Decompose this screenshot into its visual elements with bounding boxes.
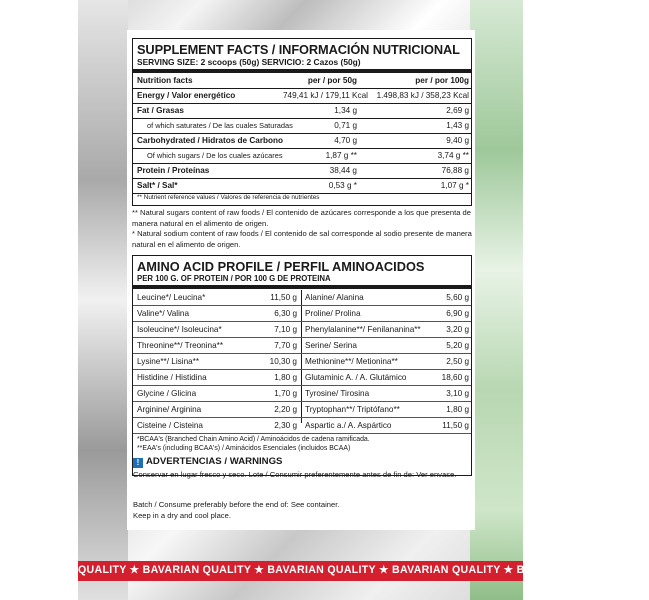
info-icon: !	[133, 458, 143, 468]
table-header-row	[133, 74, 471, 89]
warning-storage-en: Keep in a dry and cool place.	[133, 511, 231, 520]
table-row	[133, 89, 471, 104]
left-amino-value: 7,70 g	[274, 341, 297, 350]
left-amino-value: 2,20 g	[274, 405, 297, 414]
thick-divider	[133, 69, 471, 73]
row-per50: 0,53 g *	[328, 181, 357, 190]
header-per50: per / por 50g	[307, 76, 357, 85]
right-amino-name: Proline/ Prolina	[305, 309, 361, 318]
table-row	[133, 402, 471, 418]
right-amino-value: 1,80 g	[446, 405, 469, 414]
table-row	[133, 119, 471, 134]
row-label: Fat / Grasas	[137, 106, 184, 115]
row-per50: 0,71 g	[334, 121, 357, 130]
left-amino-value: 1,80 g	[274, 373, 297, 382]
right-amino-name: Tryptophan**/ Triptófano**	[305, 405, 400, 414]
table-row	[133, 164, 471, 179]
left-amino-name: Glycine / Glicina	[137, 389, 197, 398]
bavarian-quality-banner	[78, 561, 649, 581]
sugar-note: ** Natural sugars content of raw foods / El contenido de azúcares corresponde a los que presenta de manera natural en el alimento de origen.	[132, 208, 471, 228]
supplement-facts-title: SUPPLEMENT FACTS / INFORMACIÓN NUTRICIONAL	[137, 42, 460, 57]
row-per100: 76,88 g	[441, 166, 469, 175]
left-amino-value: 10,30 g	[269, 357, 297, 366]
serving-size: SERVING SIZE: 2 scoops (50g) SERVICIO: 2 Cazos (50g)	[137, 57, 361, 67]
sodium-note: * Natural sodium content of raw foods / El contenido de sal corresponde al sodio presente de manera natural en el alimento de origen.	[132, 229, 472, 249]
eaa-footnote: **EAA's (including BCAA's) / Aminácidos Esenciales (incluidos BCAA)	[137, 445, 351, 452]
row-per50: 749,41 kJ / 179,11 Kcal	[283, 91, 368, 100]
left-amino-name: Arginine/ Arginina	[137, 405, 202, 414]
row-per100: 1,43 g	[446, 121, 469, 130]
left-amino-name: Lysine**/ Lisina**	[137, 357, 200, 366]
right-amino-value: 18,60 g	[441, 373, 469, 382]
left-amino-value: 7,10 g	[274, 325, 297, 334]
table-row	[133, 149, 471, 164]
row-per100: 1.498,83 kJ / 358,23 Kcal	[376, 91, 469, 100]
notes-block	[132, 208, 474, 250]
left-amino-name: Leucine*/ Leucina*	[137, 293, 206, 302]
row-label: Salt* / Sal*	[137, 181, 178, 190]
right-amino-name: Aspartic a./ A. Aspártico	[305, 421, 392, 430]
right-amino-name: Methionine**/ Metionina**	[305, 357, 398, 366]
table-row	[133, 306, 471, 322]
table-row	[133, 179, 471, 194]
reference-note: ** Nutrient reference values / Valores de referencia de nutrientes	[137, 194, 320, 201]
thick-divider	[133, 285, 471, 289]
left-amino-name: Cisteine / Cisteina	[137, 421, 203, 430]
warning-storage-es: Conservar en lugar fresco y seco. Lote / Consumir preferentemente antes de fin de: Ver envase.	[133, 470, 457, 479]
table-row	[133, 354, 471, 370]
warnings-title: ADVERTENCIAS / WARNINGS	[146, 456, 283, 467]
right-amino-name: Glutaminic A. / A. Glutámico	[305, 373, 407, 382]
left-amino-value: 11,50 g	[270, 293, 297, 302]
row-label: of which saturates / De las cuales Saturadas	[147, 121, 293, 130]
package-right-edge	[470, 0, 523, 600]
right-amino-value: 6,90 g	[446, 309, 469, 318]
table-row	[133, 338, 471, 354]
right-amino-value: 2,50 g	[446, 357, 469, 366]
row-per50: 1,34 g	[334, 106, 357, 115]
table-row	[133, 386, 471, 402]
left-amino-value: 6,30 g	[274, 309, 297, 318]
row-label: Of which sugars / De los cuales azúcares	[147, 151, 283, 160]
right-amino-name: Alanine/ Alanina	[305, 293, 364, 302]
table-row	[133, 418, 471, 434]
bcaa-footnote: *BCAA's (Branched Chain Amino Acid) / Aminoácidos de cadena ramificada.	[137, 436, 370, 443]
row-label: Energy / Valor energético	[137, 91, 236, 100]
warning-batch-en: Batch / Consume preferably before the end of: See container.	[133, 500, 340, 509]
left-amino-name: Histidine / Histidina	[137, 373, 207, 382]
right-amino-name: Phenylalanine**/ Fenilananina**	[305, 325, 421, 334]
header-label: Nutrition facts	[137, 76, 193, 85]
table-row	[133, 322, 471, 338]
header-per100: per / por 100g	[415, 76, 469, 85]
row-per50: 1,87 g **	[325, 151, 357, 160]
row-per100: 3,74 g **	[437, 151, 469, 160]
row-label: Carbohydrated / Hidratos de Carbono	[137, 136, 284, 145]
table-row	[133, 134, 471, 149]
supplement-facts-table	[132, 38, 472, 206]
amino-acid-table	[132, 255, 472, 476]
left-amino-value: 2,30 g	[274, 421, 297, 430]
row-per100: 1,07 g *	[440, 181, 469, 190]
right-amino-value: 3,10 g	[446, 389, 469, 398]
row-per100: 2,69 g	[446, 106, 469, 115]
right-amino-name: Tyrosine/ Tirosina	[305, 389, 370, 398]
banner-text: QUALITY ★ BAVARIAN QUALITY ★ BAVARIAN QUALITY ★ BAVARIAN QUALITY ★ BAVARIAN QUALITY ★ B	[78, 564, 649, 576]
left-amino-name: Threonine**/ Treonina**	[137, 341, 224, 350]
table-row	[133, 370, 471, 386]
amino-title: AMINO ACID PROFILE / PERFIL AMINOACIDOS	[137, 259, 425, 274]
right-amino-value: 5,20 g	[446, 341, 469, 350]
warnings-heading	[133, 456, 282, 468]
right-amino-value: 5,60 g	[446, 293, 469, 302]
table-row	[133, 290, 471, 306]
row-per100: 9,40 g	[446, 136, 469, 145]
left-amino-name: Isoleucine*/ Isoleucina*	[137, 325, 222, 334]
left-amino-value: 1,70 g	[274, 389, 297, 398]
table-row	[133, 104, 471, 119]
right-amino-value: 3,20 g	[446, 325, 469, 334]
right-amino-value: 11,50 g	[442, 421, 469, 430]
row-per50: 4,70 g	[334, 136, 357, 145]
amino-subtitle: PER 100 G. OF PROTEIN / POR 100 G DE PROTEINA	[137, 274, 331, 283]
row-label: Protein / Proteínas	[137, 166, 210, 175]
left-amino-name: Valine*/ Valina	[137, 309, 190, 318]
row-per50: 38,44 g	[329, 166, 357, 175]
right-amino-name: Serine/ Serina	[305, 341, 357, 350]
package-left-edge	[78, 0, 128, 600]
